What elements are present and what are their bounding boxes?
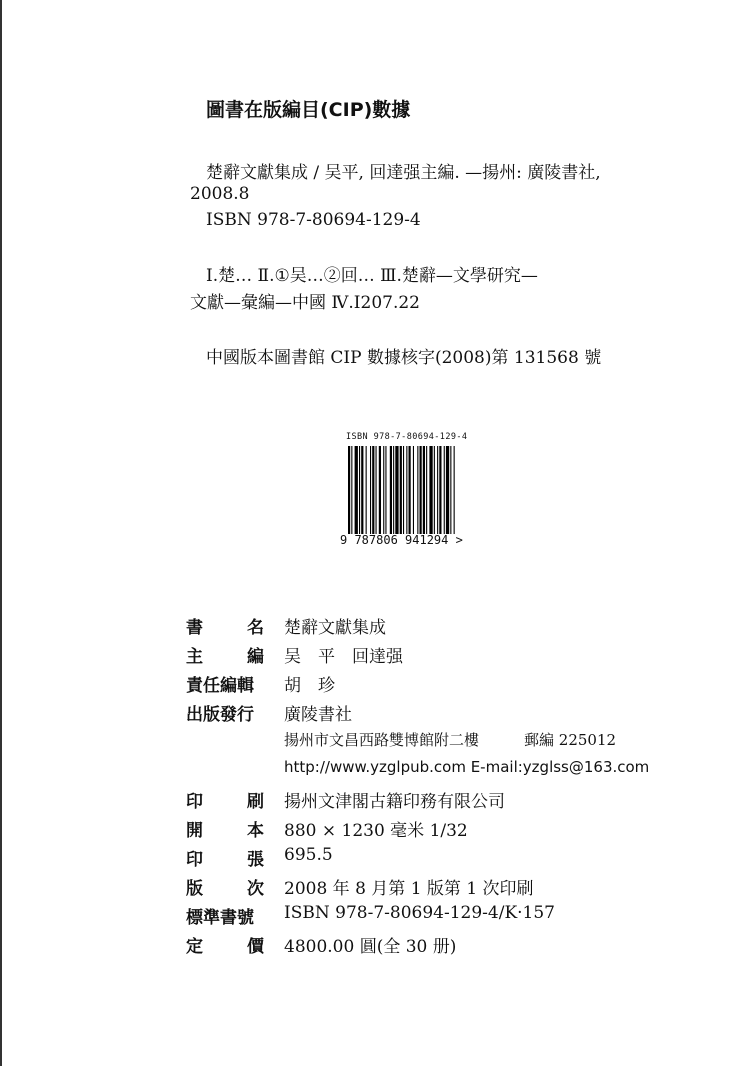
info-label: [186, 700, 264, 725]
page-left-border: [0, 0, 2, 1066]
info-value: ISBN 978-7-80694-129-4/K·157: [284, 903, 555, 923]
barcode-bar: [359, 446, 360, 534]
info-label-part: 價: [247, 937, 264, 957]
cip-isbn: ISBN 978-7-80694-129-4: [206, 210, 421, 230]
barcode-bar: [390, 446, 392, 534]
info-label-part: 開: [186, 821, 203, 841]
barcode-bars: [340, 446, 500, 536]
barcode-bar: [437, 446, 438, 534]
info-label: [186, 932, 264, 957]
info-label-part: 主: [186, 647, 203, 667]
barcode-bar: [400, 446, 402, 534]
info-label-part: 出版發行: [186, 705, 254, 725]
barcode-bar: [426, 446, 427, 534]
info-label-part: 責任編輯: [186, 676, 254, 696]
info-label-part: 張: [247, 850, 264, 870]
info-label-part: 定: [186, 937, 203, 957]
barcode-bar: [370, 446, 371, 534]
info-label-part: 刷: [247, 792, 264, 812]
cip-line-2: 2008.8: [190, 184, 250, 204]
barcode-bar: [383, 446, 384, 534]
barcode-bar: [420, 446, 422, 534]
barcode-bar: [385, 446, 386, 534]
info-label-part: 印: [186, 850, 203, 870]
barcode-bar: [429, 446, 432, 534]
cip-class-line-2: 文獻—彙編—中國 Ⅳ.I207.22: [190, 293, 420, 313]
barcode-bar: [348, 446, 350, 534]
info-value: 揚州文津閣古籍印務有限公司: [284, 792, 505, 812]
cip-line-1: 楚辭文獻集成 / 吴平, 回達强主編. —揚州: 廣陵書社,: [206, 163, 601, 183]
info-value: 揚州市文昌西路雙博館附二樓 郵編 225012: [284, 731, 617, 749]
info-label-part: 標準書號: [186, 908, 254, 928]
info-label: [186, 816, 264, 841]
info-label: [186, 642, 264, 667]
barcode-bar: [406, 446, 407, 534]
info-value: 楚辭文獻集成: [284, 618, 386, 638]
info-label: [186, 671, 264, 696]
info-label-part: 名: [247, 618, 264, 638]
cip-record-number: 中國版本圖書館 CIP 數據核字(2008)第 131568 號: [206, 348, 602, 368]
info-label-part: 印: [186, 792, 203, 812]
info-value: 胡 珍: [284, 676, 335, 696]
barcode-bar: [355, 446, 358, 534]
barcode-digits: 9 787806 941294 >: [340, 533, 463, 547]
info-value: 880 × 1230 毫米 1/32: [284, 821, 468, 841]
cip-class-line-1: Ⅰ.楚… Ⅱ.①吴…②回… Ⅲ.楚辭—文學研究—: [206, 266, 538, 286]
info-value: 廣陵書社: [284, 705, 352, 725]
barcode-bar: [434, 446, 435, 534]
info-label: [186, 613, 264, 638]
barcode-bar: [403, 446, 404, 534]
barcode-isbn-text: ISBN 978-7-80694-129-4: [346, 432, 468, 442]
info-value: 吴 平 回達强: [284, 647, 403, 667]
barcode-bar: [423, 446, 425, 534]
barcode-bar: [372, 446, 374, 534]
barcode-bar: [450, 446, 451, 534]
barcode-bar: [393, 446, 394, 534]
info-value: 4800.00 圓(全 30 册): [284, 937, 457, 957]
barcode-bar: [351, 446, 352, 534]
info-value: 2008 年 8 月第 1 版第 1 次印刷: [284, 879, 534, 899]
barcode-bar: [395, 446, 398, 534]
info-label: [186, 787, 264, 812]
info-label: [186, 874, 264, 899]
barcode-bar: [454, 446, 455, 534]
barcode-bar: [413, 446, 414, 534]
info-label-part: 次: [247, 879, 264, 899]
info-value: 695.5: [284, 845, 333, 865]
info-label-part: 版: [186, 879, 203, 899]
barcode-bar: [444, 446, 445, 534]
barcode-bar: [361, 446, 363, 534]
info-label-part: 編: [247, 647, 264, 667]
info-label: [186, 903, 264, 928]
info-label-part: 書: [186, 618, 203, 638]
info-label-part: 本: [247, 821, 264, 841]
cip-title: 圖書在版編目(CIP)數據: [206, 99, 411, 121]
barcode-bar: [439, 446, 441, 534]
barcode-bar: [446, 446, 449, 534]
isbn-barcode: [340, 432, 510, 557]
barcode-bar: [376, 446, 377, 534]
barcode-bar: [379, 446, 381, 534]
info-label: [186, 845, 264, 870]
barcode-bar: [366, 446, 367, 534]
info-value: http://www.yzglpub.com E-mail:yzglss@163.com: [284, 758, 650, 776]
barcode-bar: [417, 446, 418, 534]
barcode-bar: [409, 446, 411, 534]
